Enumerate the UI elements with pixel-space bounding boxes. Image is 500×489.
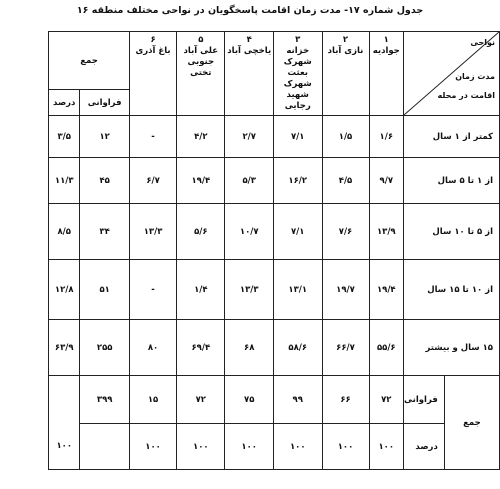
sum-pct-cell: ۱۰۰ — [177, 424, 225, 470]
corner-label-districts: نواحی — [470, 38, 495, 47]
district-number: ۱ — [383, 35, 389, 45]
table-row — [18, 204, 500, 260]
data-cell: ۱۰/۷ — [225, 204, 273, 260]
row-label: کمتر از ۱ سال — [404, 116, 500, 158]
data-cell: ۸۰ — [130, 320, 177, 376]
sum-pct-row — [18, 424, 500, 470]
data-cell: ۱۶/۲ — [273, 158, 322, 204]
data-cell: ۵۸/۶ — [273, 320, 322, 376]
total-pct-header: درصد — [49, 90, 80, 116]
freq-cell: ۲۵۵ — [80, 320, 130, 376]
sum-freq-cell: ۹۹ — [273, 376, 322, 424]
freq-cell: ۴۵ — [80, 158, 130, 204]
table-row — [18, 260, 500, 320]
data-cell: ۶۸ — [225, 320, 273, 376]
sum-pct-cell: ۱۰۰ — [130, 424, 177, 470]
district-name: نازی آباد — [327, 46, 364, 56]
data-cell: ۱۳/۱ — [273, 260, 322, 320]
row-label: از ۱۰ تا ۱۵ سال — [404, 260, 500, 320]
pct-cell: ۸/۵ — [49, 204, 80, 260]
district-header — [225, 32, 273, 116]
sum-pct-label: درصد — [404, 424, 445, 470]
pct-cell: ۶۳/۹ — [49, 320, 80, 376]
corner-label-duration: مدت زمان — [455, 72, 495, 81]
freq-cell: ۳۴ — [80, 204, 130, 260]
data-cell: ۱/۶ — [369, 116, 404, 158]
district-number: ۴ — [246, 35, 252, 45]
header-row — [18, 32, 500, 90]
district-name: خزانه شهرک بعثت شهرک شهید رجایی — [283, 46, 312, 111]
data-cell: ۴/۵ — [322, 158, 369, 204]
data-cell: ۲/۷ — [225, 116, 273, 158]
district-number: ۳ — [295, 35, 301, 45]
row-label: ۱۵ سال و بیشتر — [404, 320, 500, 376]
district-number: ۶ — [150, 35, 156, 45]
district-header — [273, 32, 322, 116]
data-cell: ۶۶/۷ — [322, 320, 369, 376]
residence-duration-table — [17, 31, 500, 470]
district-header — [322, 32, 369, 116]
data-cell: ۱۹/۴ — [177, 158, 225, 204]
data-cell: ۷/۱ — [273, 116, 322, 158]
data-cell: - — [130, 260, 177, 320]
sum-pct-cell: ۱۰۰ — [273, 424, 322, 470]
data-cell: ۱۹/۷ — [322, 260, 369, 320]
data-cell: ۵/۶ — [177, 204, 225, 260]
sum-freq-total: ۳۹۹ — [80, 376, 130, 424]
data-cell: ۶/۷ — [130, 158, 177, 204]
table-title: جدول شماره ۱۷- مدت زمان اقامت پاسخگویان در نواحی مختلف منطقه ۱۶ — [76, 5, 424, 16]
data-cell: ۱۳/۳ — [225, 260, 273, 320]
data-cell: ۷/۶ — [322, 204, 369, 260]
district-name: یاخچی آباد — [227, 46, 272, 56]
table-row — [18, 116, 500, 158]
data-cell: ۱/۴ — [177, 260, 225, 320]
sum-freq-cell: ۷۲ — [177, 376, 225, 424]
data-cell: ۵/۳ — [225, 158, 273, 204]
data-cell: ۶۹/۴ — [177, 320, 225, 376]
freq-cell: ۵۱ — [80, 260, 130, 320]
data-cell: ۱/۵ — [322, 116, 369, 158]
sum-pct-cell: ۱۰۰ — [322, 424, 369, 470]
district-name: علی آباد جنوبی تختی — [183, 46, 219, 78]
corner-header-cell — [404, 32, 500, 116]
sum-label: جمع — [444, 376, 499, 470]
total-header: جمع — [49, 32, 130, 90]
empty-cell — [80, 424, 130, 470]
sum-freq-cell: ۱۵ — [130, 376, 177, 424]
data-cell: ۹/۷ — [369, 158, 404, 204]
data-cell: ۱۳/۹ — [369, 204, 404, 260]
row-label: از ۱ تا ۵ سال — [404, 158, 500, 204]
pct-cell: ۱۱/۳ — [49, 158, 80, 204]
pct-cell: ۳/۵ — [49, 116, 80, 158]
district-name: باغ آذری — [135, 46, 171, 56]
district-number: ۵ — [198, 35, 204, 45]
pct-cell: ۱۲/۸ — [49, 260, 80, 320]
sum-freq-cell: ۶۶ — [322, 376, 369, 424]
table-row — [18, 158, 500, 204]
sum-freq-cell: ۷۲ — [369, 376, 404, 424]
district-header — [369, 32, 404, 116]
sum-pct-cell: ۱۰۰ — [225, 424, 273, 470]
corner-label-residence: اقامت در محله — [437, 91, 495, 100]
district-name: جوادیه — [372, 46, 400, 56]
table-row — [18, 320, 500, 376]
data-cell: ۷/۱ — [273, 204, 322, 260]
sum-freq-row — [18, 376, 500, 424]
district-number: ۲ — [342, 35, 349, 45]
sum-pct-cell: ۱۰۰ — [369, 424, 404, 470]
empty-cell — [49, 376, 80, 424]
sum-pct-total: ۱۰۰ — [49, 424, 80, 470]
district-header — [177, 32, 225, 116]
sum-freq-label: فراوانی — [404, 376, 445, 424]
data-cell: ۵۵/۶ — [369, 320, 404, 376]
data-cell: ۱۹/۴ — [369, 260, 404, 320]
freq-cell: ۱۲ — [80, 116, 130, 158]
sum-freq-cell: ۷۵ — [225, 376, 273, 424]
data-cell: ۱۳/۳ — [130, 204, 177, 260]
row-label: از ۵ تا ۱۰ سال — [404, 204, 500, 260]
data-cell: ۴/۲ — [177, 116, 225, 158]
district-header — [130, 32, 177, 116]
data-cell: - — [130, 116, 177, 158]
total-freq-header: فراوانی — [80, 90, 130, 116]
